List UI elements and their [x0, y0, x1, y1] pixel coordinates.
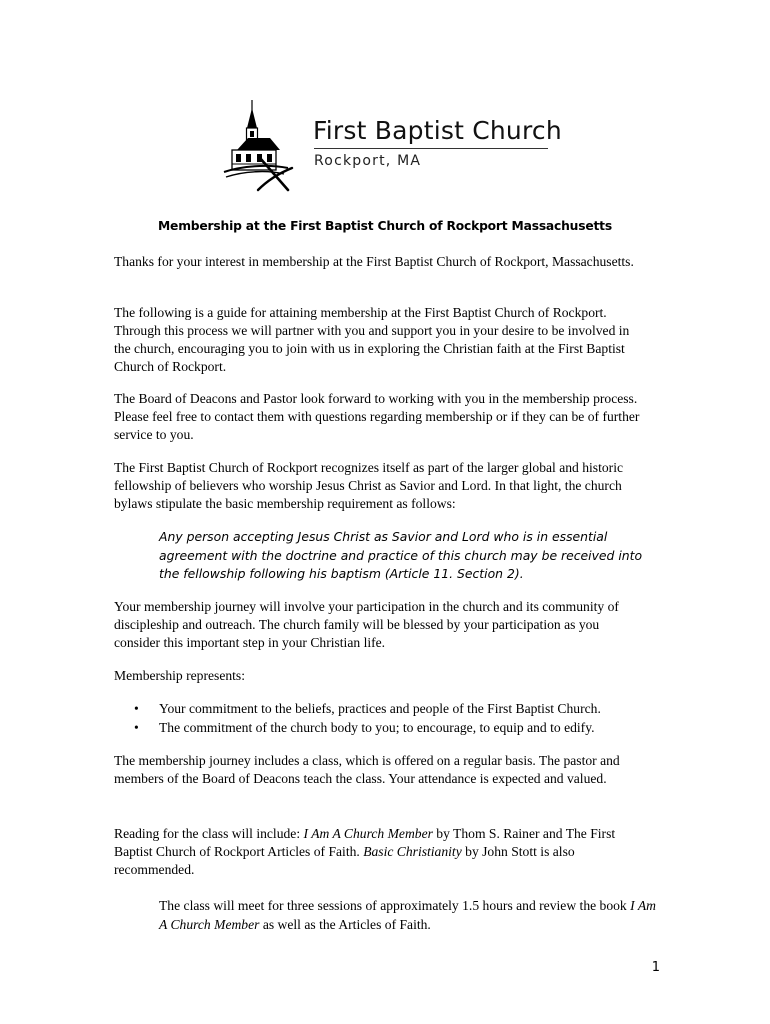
paragraph-thanks: Thanks for your interest in membership at the First Baptist Church of Rockport, Massachusetts. [114, 254, 634, 269]
church-name: First Baptist Church [313, 116, 562, 145]
paragraph-class: The membership journey includes a class, which is offered on a regular basis. The pastor and members of the Board of Deacons teach the class. Your attendance is expected and valued. [114, 753, 620, 786]
paragraph-journey: Your membership journey will involve your participation in the church and its community of discipleship and outreach. The church family will be blessed by your participation as you consider this important step in your Christian life. [114, 599, 619, 650]
reading-text: by Thom S. Rainer and The First Baptist Church of Rockport Articles of Faith. [114, 826, 616, 859]
reading-text: by John Stott is also recommended. [114, 844, 575, 877]
book-title: Basic Christianity [363, 844, 462, 859]
church-building-icon [222, 98, 308, 194]
bylaws-quote: Any person accepting Jesus Christ as Savior and Lord who is in essential agreement with the doctrine and practice of this church may be received into the fellowship following his baptism (Article 11. Section 2). [159, 529, 643, 581]
paragraph-membership-represents: Membership represents: [114, 668, 245, 683]
book-title: I Am A Church Member [159, 898, 656, 932]
paragraph-fellowship: The First Baptist Church of Rockport recognizes itself as part of the larger global and historic fellowship of believers who worship Jesus Christ as Savior and Lord. In that light, the church bylaws stipulate the basic membership requirement as follows: [114, 460, 624, 511]
list-item: • The commitment of the church body to you; to encourage, to equip and to edify. [134, 718, 674, 737]
paragraph-reading [114, 825, 644, 879]
list-item: • Your commitment to the beliefs, practices and people of the First Baptist Church. [134, 699, 674, 718]
page-title: Membership at the First Baptist Church of Rockport Massachusetts [158, 219, 612, 233]
book-title: I Am A Church Member [303, 826, 433, 841]
church-location: Rockport, MA [314, 153, 422, 169]
sessions-text: The class will meet for three sessions of approximately 1.5 hours and review the book [159, 898, 631, 913]
page-number: 1 [651, 960, 660, 975]
paragraph-deacons: The Board of Deacons and Pastor look forward to working with you in the membership process. Please feel free to contact them with questions regarding membership or if they can be of further service to you. [114, 391, 640, 442]
paragraph-sessions [159, 896, 659, 934]
logo-divider [314, 148, 548, 149]
church-logo [222, 98, 562, 194]
reading-text: Reading for the class will include: [114, 826, 304, 841]
membership-list [134, 699, 674, 737]
paragraph-guide: The following is a guide for attaining membership at the First Baptist Church of Rockport. Through this process we will partner with you and support you in your desire to be involved in the church, encouraging you to join with us in exploring the Christian faith at the First Baptist Church of Rockport. [114, 305, 630, 374]
sessions-text: as well as the Articles of Faith. [259, 917, 431, 932]
